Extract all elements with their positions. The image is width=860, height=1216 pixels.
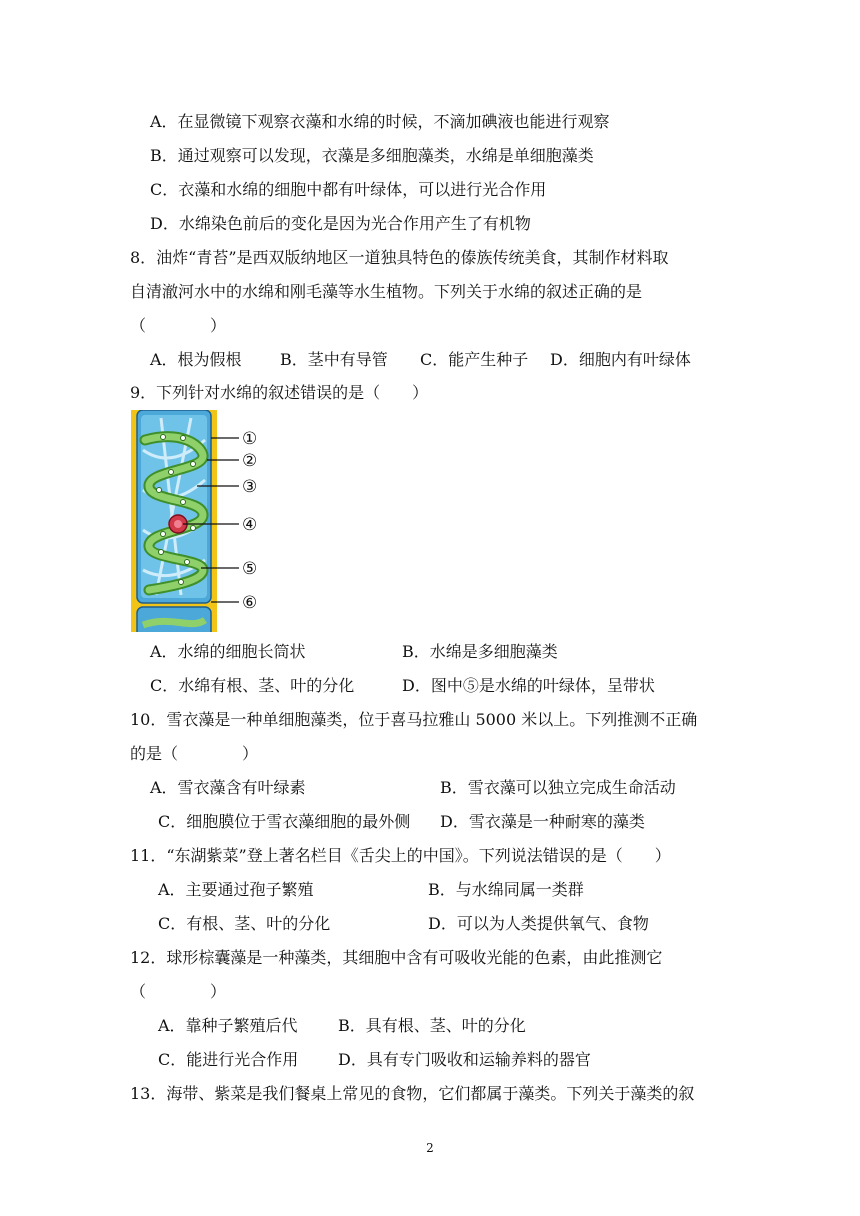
q8-stem-line2: 自清澈河水中的水绵和刚毛藻等水生植物。下列关于水绵的叙述正确的是 [130, 282, 643, 301]
q10-option-b: B．雪衣藻可以独立完成生命活动 [440, 778, 676, 797]
q10-option-d: D．雪衣藻是一种耐寒的藻类 [440, 812, 645, 831]
q9-option-d: D．图中⑤是水绵的叶绿体，呈带状 [402, 676, 655, 695]
q12-answer-blank: （ ） [130, 982, 227, 1001]
q8-answer-blank: （ ） [130, 316, 227, 335]
q7-option-b: B．通过观察可以发现，衣藻是多细胞藻类，水绵是单细胞藻类 [150, 146, 594, 165]
q10-stem-line1: 10．雪衣藻是一种单细胞藻类，位于喜马拉雅山 5000 米以上。下列推测不正确 [130, 710, 698, 729]
figure-label-3: ③ [242, 477, 258, 497]
q10-option-a: A．雪衣藻含有叶绿素 [150, 778, 306, 797]
spirogyra-figure [131, 410, 281, 632]
figure-label-2: ② [242, 451, 258, 471]
q7-option-a: A．在显微镜下观察衣藻和水绵的时候，不滴加碘液也能进行观察 [150, 112, 610, 131]
q10-option-c: C．细胞膜位于雪衣藻细胞的最外侧 [158, 812, 411, 831]
q8-option-d: D．细胞内有叶绿体 [550, 350, 691, 369]
spirogyra-diagram [131, 410, 281, 632]
q11-option-d: D．可以为人类提供氧气、食物 [428, 914, 649, 933]
q11-option-c: C．有根、茎、叶的分化 [158, 914, 331, 933]
figure-label-5: ⑤ [242, 559, 258, 579]
q12-stem-line1: 12．球形棕囊藻是一种藻类，其细胞中含有可吸收光能的色素，由此推测它 [130, 948, 663, 967]
q12-option-b: B．具有根、茎、叶的分化 [338, 1016, 526, 1035]
q7-option-c: C．衣藻和水绵的细胞中都有叶绿体，可以进行光合作用 [150, 180, 547, 199]
q13-stem-line1: 13．海带、紫菜是我们餐桌上常见的食物，它们都属于藻类。下列关于藻类的叙 [130, 1084, 695, 1103]
q12-option-d: D．具有专门吸收和运输养料的器官 [338, 1050, 591, 1069]
q9-option-b: B．水绵是多细胞藻类 [402, 642, 558, 661]
q8-option-a: A．根为假根 [150, 350, 242, 369]
q8-stem-line1: 8．油炸“青苔”是西双版纳地区一道独具特色的傣族传统美食，其制作材料取 [130, 248, 669, 267]
q7-option-d: D．水绵染色前后的变化是因为光合作用产生了有机物 [150, 214, 531, 233]
figure-label-1: ① [242, 429, 258, 449]
page-number: 2 [426, 1141, 434, 1155]
q8-option-b: B．茎中有导管 [280, 350, 388, 369]
figure-label-6: ⑥ [242, 593, 258, 613]
q9-stem: 9．下列针对水绵的叙述错误的是（ ） [130, 383, 429, 402]
q11-stem: 11．“东湖紫菜”登上著名栏目《舌尖上的中国》。下列说法错误的是（ ） [130, 846, 671, 865]
q9-option-c: C．水绵有根、茎、叶的分化 [150, 676, 355, 695]
q9-option-a: A．水绵的细胞长筒状 [150, 642, 306, 661]
q11-option-b: B．与水绵同属一类群 [428, 880, 584, 899]
q10-stem-line2: 的是（ ） [130, 744, 259, 763]
q12-option-c: C．能进行光合作用 [158, 1050, 299, 1069]
figure-label-4: ④ [242, 515, 258, 535]
q11-option-a: A．主要通过孢子繁殖 [158, 880, 314, 899]
q12-option-a: A．靠种子繁殖后代 [158, 1016, 298, 1035]
q8-option-c: C．能产生种子 [420, 350, 529, 369]
